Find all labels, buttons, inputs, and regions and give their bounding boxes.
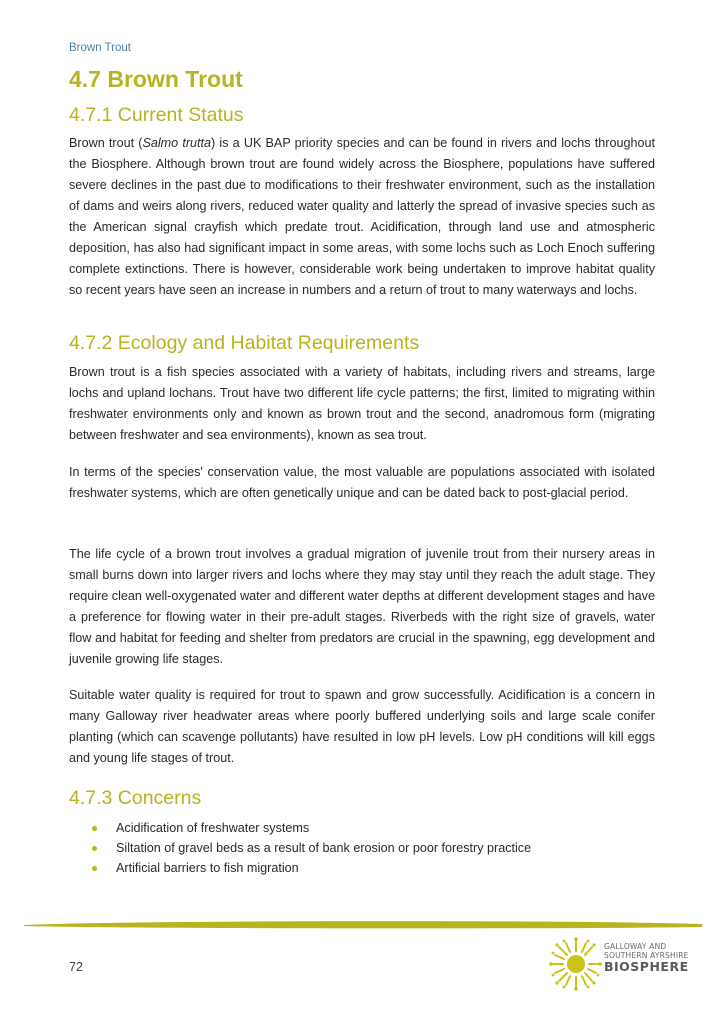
status-text-start: Brown trout (: [69, 136, 143, 150]
species-latin-name: Salmo trutta: [142, 136, 212, 150]
ecology-heading: 4.7.2 Ecology and Habitat Requirements: [69, 332, 420, 354]
biosphere-logo-text: [604, 942, 689, 974]
bullet-icon: [92, 826, 97, 831]
section-title: 4.7 Brown Trout: [69, 66, 243, 92]
ecology-paragraph-4: Suitable water quality is required for trout to spawn and grow successfully. Acidification is a concern in many Galloway river headwater areas where poorly buffered underlying soils and large scale conifer planting (which can scavenge pollutants) have resulted in low pH levels. Low pH conditions will kill eggs and young life stages of trout.: [69, 688, 655, 765]
footer-divider: [22, 918, 704, 932]
logo-line-1: GALLOWAY AND: [604, 942, 667, 951]
ecology-paragraph-3: The life cycle of a brown trout involves a gradual migration of juvenile trout from their nursery areas in small burns down into larger rivers and lochs where they may stay until they reach the adult stage. They require clean well-oxygenated water and different water depths at different development stages and have a preference for flowing water in their pre-adult stages. Riverbeds with the right size of gravels, water flow and habitat for feeding and shelter from predators are crucial in the spawning, egg development and juvenile growing life stages.: [69, 547, 655, 666]
bullet-icon: [92, 866, 97, 871]
concerns-list: [92, 818, 531, 878]
bullet-icon: [92, 846, 97, 851]
ecology-paragraph-2: In terms of the species' conservation value, the most valuable are populations associated with isolated freshwater systems, which are often genetically unique and can be dated back to post-glacial period.: [69, 465, 655, 500]
list-item-text: Siltation of gravel beds as a result of bank erosion or poor forestry practice: [116, 841, 532, 855]
running-header: Brown Trout: [69, 42, 131, 54]
concerns-heading: 4.7.3 Concerns: [69, 787, 202, 809]
list-item-text: Acidification of freshwater systems: [116, 821, 310, 835]
list-item-text: Artificial barriers to fish migration: [116, 861, 299, 875]
list-item: [92, 838, 531, 858]
ecology-paragraph-1: Brown trout is a fish species associated with a variety of habitats, including rivers and streams, large lochs and upland lochans. Trout have two different life cycle patterns; the first, limited to migrating within freshwater environments only and known as brown trout and the second, anadromous form (migrating between freshwater and sea environments), known as sea trout.: [69, 365, 655, 442]
logo-line-2: SOUTHERN AYRSHIRE: [604, 951, 689, 960]
current-status-heading: 4.7.1 Current Status: [69, 104, 244, 126]
list-item: [92, 858, 531, 878]
current-status-paragraph: [69, 133, 655, 301]
logo-line-3: BIOSPHERE: [604, 959, 689, 974]
list-item: [92, 818, 531, 838]
page-number: 72: [69, 960, 83, 974]
status-text-rest: ) is a UK BAP priority species and can be found in rivers and lochs throughout the Biosphere. Although brown trout are found widely across the Biosphere, populations have suffered severe declines in the past due to modifications to their freshwater environment, such as the installation of dams and weirs along rivers, reduced water quality and latterly the spread of invasive species such as the American signal crayfish which predate trout. Acidification, through land use and atmospheric deposition, has also had significant impact in some areas, with some lochs such as Loch Enoch suffering complete extinctions. There is however, considerable work being undertaken to improve habitat quality so recent years have seen an increase in numbers and a return of trout to many waterways and lochs.: [69, 136, 655, 297]
